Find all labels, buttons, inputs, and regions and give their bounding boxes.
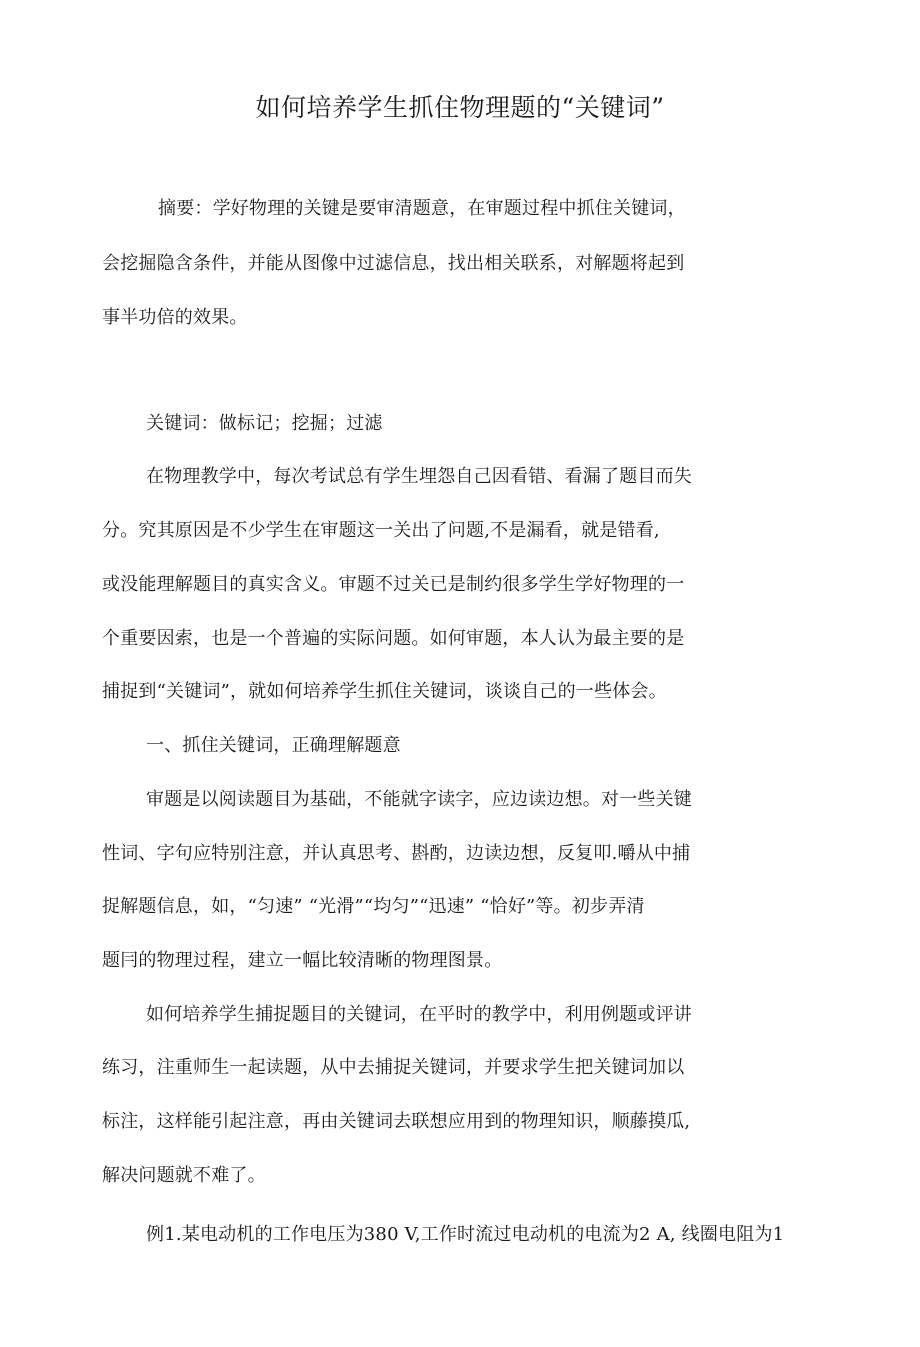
section-1-para-2-line-4: 解决问题就不难了。: [102, 1165, 266, 1186]
intro-line-3: 或没能理解题目的真实含义。审题不过关已是制约很多学生学好物理的一: [102, 574, 685, 595]
abstract-line-3: 事半功倍的效果。: [102, 307, 248, 328]
section-1-para-1-line-4: 题冃的物理过程，建立一幅比较清晰的物理图景。: [102, 950, 503, 971]
abstract-line-2: 会挖掘隐含条件，并能从图像中过滤信息，找出相关联系，对解题将起到: [102, 253, 685, 274]
intro-line-5: 捕捉到“关键词”，就如何培养学生抓住关键词，谈谈自己的一些体会。: [102, 681, 667, 702]
intro-line-1: 在物理教学中，每次考试总有学生埋怨自己因看错、看漏了题目而失: [146, 466, 692, 487]
section-1-para-1-line-3: 捉解题信息，如，“匀速” “光滑”“均匀”“迅速” “恰好”等。初步弄清: [102, 896, 645, 917]
section-1-heading: 一、抓住关键词，正确理解题意: [146, 735, 401, 756]
document-title: 如何培养学生抓住物理题的“关键词”: [255, 93, 665, 122]
keywords-line: 关键词：做标记；挖掘；过滤: [146, 413, 383, 434]
section-1-para-1-line-1: 审题是以阅读题目为基础，不能就字读字，应边读边想。对一些关键: [146, 789, 692, 810]
example-1-line: 例1.某电动机的工作电压为380 V,工作时流过电动机的电流为2 A, 线圈电阻为1: [146, 1224, 785, 1245]
section-1-para-1-line-2: 性词、字句应特别注意，并认真思考、斟酌，边读边想，反复叩.嚼从中捕: [102, 843, 691, 864]
intro-line-4: 个重要因索，也是一个普遍的实际问题。如何审题，本人认为最主要的是: [102, 628, 685, 649]
intro-line-2: 分。究其原因是不少学生在审题这一关出了问题,不是漏看，就是错看,: [102, 520, 660, 541]
section-1-para-2-line-1: 如何培养学生捕捉题目的关键词，在平时的教学中，利用例题或评讲: [146, 1004, 692, 1025]
abstract-line-1: 摘要：学好物理的关键是要审清题意，在审题过程中抓住关键词，: [158, 198, 686, 219]
section-1-para-2-line-2: 练习，注重师生一起读题，从中去捕捉关键词，并要求学生把关键词加以: [102, 1057, 685, 1078]
section-1-para-2-line-3: 标注，这样能引起注意，再由关键词去联想应用到的物理知识，顺藤摸瓜,: [102, 1111, 691, 1132]
